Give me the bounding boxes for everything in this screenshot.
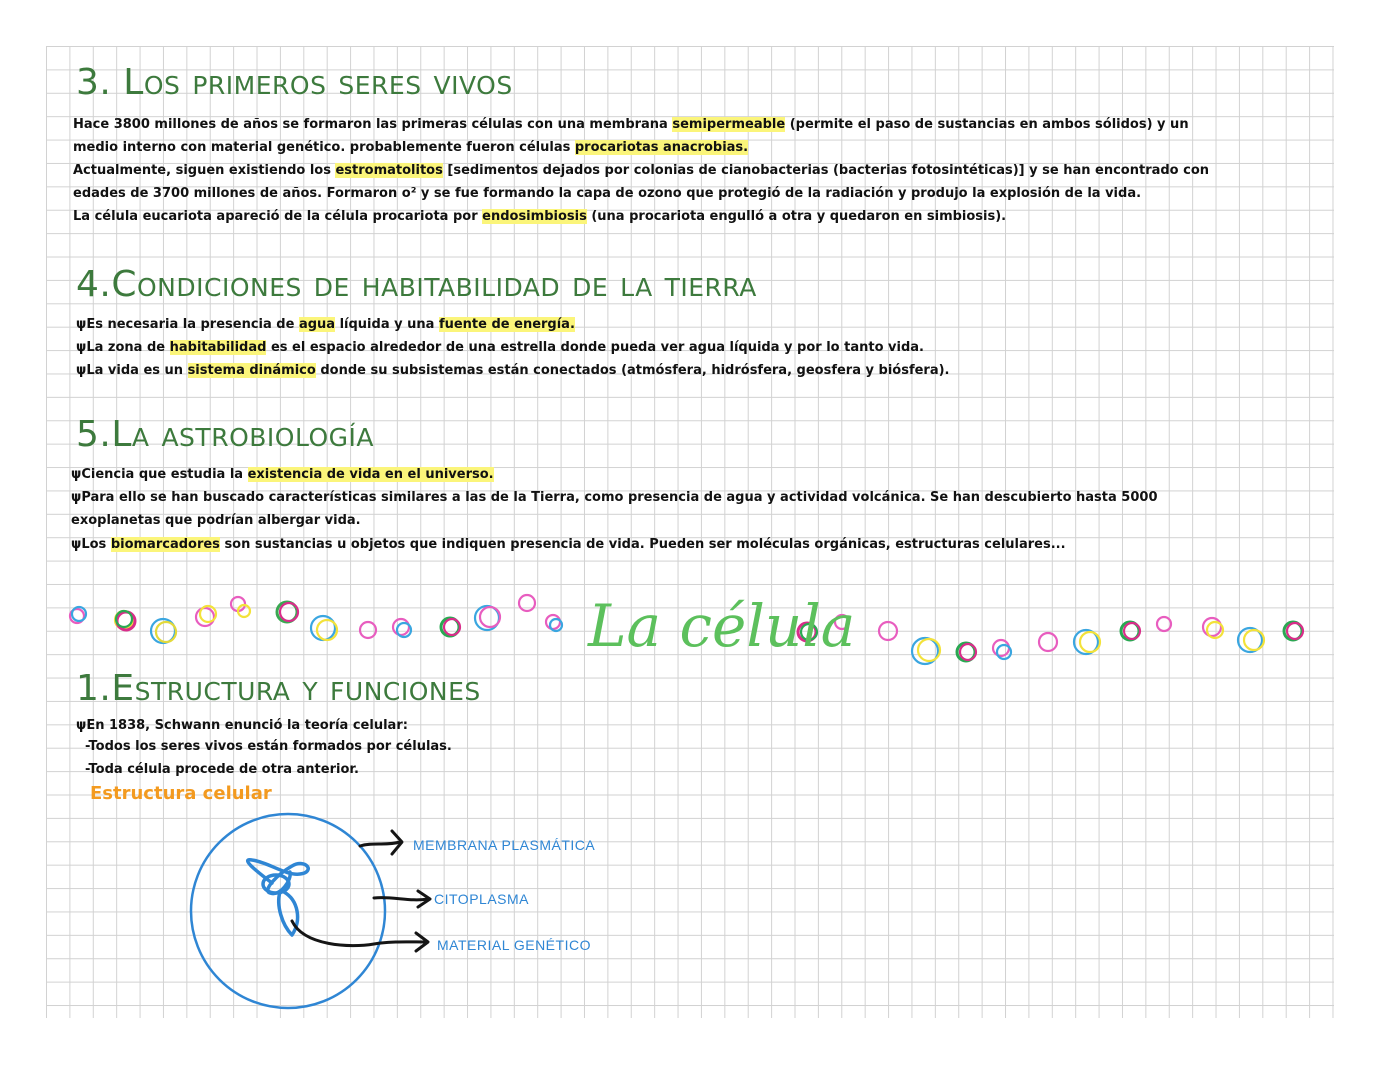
section-4-line-2: ψLa zona de habitabilidad es el espacio alrededor de una estrella donde pueda ver agua líquida y por lo tanto vida. <box>76 340 924 355</box>
highlight-endosimbiosis: endosimbiosis <box>482 209 587 224</box>
celula-line-3: -Toda célula procede de otra anterior. <box>76 762 359 777</box>
section-5-line-3: exoplanetas que podrían albergar vida. <box>71 513 361 528</box>
highlight-sistema-dinamico: sistema dinámico <box>187 363 316 378</box>
celula-line-1: ψEn 1838, Schwann enunció la teoría celular: <box>76 718 408 733</box>
highlight-agua: agua <box>298 317 336 332</box>
highlight-habitabilidad: habitabilidad <box>169 340 267 355</box>
section-4-heading: 4.Condiciones de habitabilidad de la tierra <box>76 264 757 305</box>
label-citoplasma: CITOPLASMA <box>434 891 529 907</box>
celula-section-heading: 1.Estructura y funciones <box>76 668 481 709</box>
highlight-biomarcadores: biomarcadores <box>110 537 220 552</box>
section-3-line-2: medio interno con material genético. probablemente fueron células procariotas anacrobias. <box>73 140 749 155</box>
celula-line-2: -Todos los seres vivos están formados por células. <box>76 739 452 754</box>
section-3-line-5: La célula eucariota apareció de la célula procariota por endosimbiosis (una procariota engulló a otra y quedaron en simbiosis). <box>73 209 1007 224</box>
highlight-semipermeable: semipermeable <box>672 117 786 132</box>
highlight-existencia-vida: existencia de vida en el universo. <box>247 467 494 482</box>
section-5-line-4: ψLos biomarcadores son sustancias u objetos que indiquen presencia de vida. Pueden ser moléculas orgánicas, estructuras celulares... <box>71 537 1066 552</box>
label-material-genetico: MATERIAL GENÉTICO <box>437 937 591 953</box>
section-3-line-4: edades de 3700 millones de años. Formaron o² y se fue formando la capa de ozono que protegió de la radiación y produjo la explosión de la vida. <box>73 186 1142 201</box>
highlight-procariotas: procariotas anacrobias. <box>574 140 749 155</box>
section-5-line-2: ψPara ello se han buscado características similares a las de la Tierra, como presencia de agua y actividad volcánica. Se han descubierto hasta 5000 <box>71 490 1158 505</box>
la-celula-title: La célula <box>588 592 856 660</box>
section-3-line-1: Hace 3800 millones de años se formaron las primeras células con una membrana semipermeable (permite el paso de sustancias en ambos sólidos) y un <box>73 117 1189 132</box>
section-4-line-3: ψLa vida es un sistema dinámico donde su subsistemas están conectados (atmósfera, hidrósfera, geosfera y biósfera). <box>76 363 950 378</box>
highlight-fuente-energia: fuente de energía. <box>438 317 575 332</box>
estructura-celular-subheading: Estructura celular <box>90 783 272 804</box>
section-5-heading: 5.La astrobiología <box>76 414 375 455</box>
section-4-line-1: ψEs necesaria la presencia de agua líquida y una fuente de energía. <box>76 317 575 332</box>
section-5-line-1: ψCiencia que estudia la existencia de vida en el universo. <box>71 467 494 482</box>
section-3-line-3: Actualmente, siguen existiendo los estromatolitos [sedimentos dejados por colonias de cianobacterias (bacterias fotosintéticas)] y se han encontrado con <box>73 163 1210 178</box>
label-membrana-plasmatica: MEMBRANA PLASMÁTICA <box>413 837 596 853</box>
section-3-heading: 3. Los primeros seres vivos <box>76 62 513 103</box>
highlight-estromatolitos: estromatolitos <box>335 163 443 178</box>
